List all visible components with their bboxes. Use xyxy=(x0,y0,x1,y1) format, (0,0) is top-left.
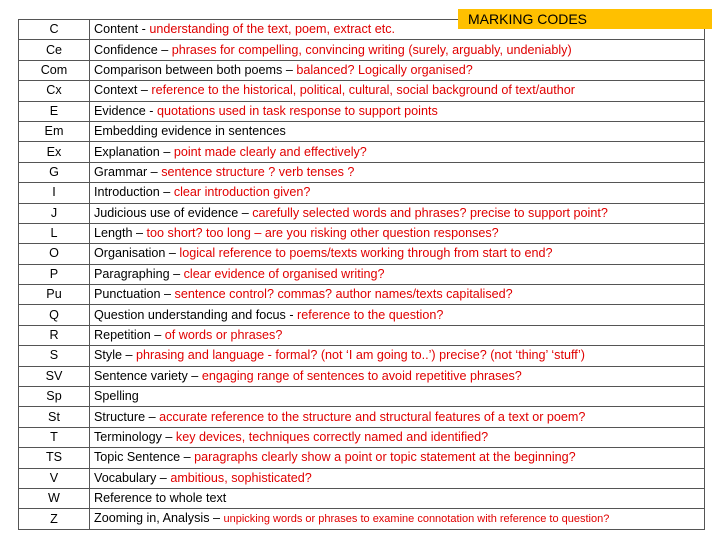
code-cell: Ex xyxy=(19,142,90,162)
term-text: Topic Sentence – xyxy=(94,450,195,465)
description-cell xyxy=(90,488,705,508)
code-cell: P xyxy=(19,264,90,284)
table-row xyxy=(19,60,705,80)
note-text: point made clearly and effectively? xyxy=(173,144,367,159)
description-cell xyxy=(90,121,705,141)
description-cell xyxy=(90,183,705,203)
table-row xyxy=(19,142,705,162)
term-text: Comparison between both poems – xyxy=(94,62,297,77)
table-row xyxy=(19,387,705,407)
note-text: clear evidence of organised writing? xyxy=(183,266,385,281)
description-cell xyxy=(90,366,705,386)
note-text: carefully selected words and phrases? precise to support point? xyxy=(252,205,608,220)
note-text: phrases for compelling, convincing writing (surely, arguably, undeniably) xyxy=(171,42,572,57)
code-cell: I xyxy=(19,183,90,203)
term-text: Structure – xyxy=(94,409,160,424)
table-row xyxy=(19,40,705,60)
code-cell: Z xyxy=(19,509,90,530)
note-text: of words or phrases? xyxy=(164,328,283,343)
note-text: sentence structure ? verb tenses ? xyxy=(161,164,355,179)
term-text: Grammar – xyxy=(94,164,162,179)
code-cell: Com xyxy=(19,60,90,80)
description-cell xyxy=(90,509,705,530)
description-cell xyxy=(90,101,705,121)
term-text: Content - xyxy=(94,22,150,37)
table-row xyxy=(19,101,705,121)
term-text: Spelling xyxy=(94,389,139,404)
note-text: understanding of the text, poem, extract etc. xyxy=(149,22,396,37)
table-row xyxy=(19,305,705,325)
note-text: balanced? Logically organised? xyxy=(296,62,473,77)
table-row xyxy=(19,285,705,305)
term-text: Introduction – xyxy=(94,185,174,200)
code-cell: St xyxy=(19,407,90,427)
code-cell: Pu xyxy=(19,285,90,305)
marking-codes-table xyxy=(18,19,705,530)
term-text: Vocabulary – xyxy=(94,470,171,485)
note-text: ambitious, sophisticated? xyxy=(170,470,312,485)
code-cell: S xyxy=(19,346,90,366)
note-text: engaging range of sentences to avoid repetitive phrases? xyxy=(201,368,522,383)
term-text: Paragraphing – xyxy=(94,266,184,281)
description-cell xyxy=(90,448,705,468)
description-cell xyxy=(90,162,705,182)
note-text: sentence control? commas? author names/texts capitalised? xyxy=(174,287,513,302)
code-cell: C xyxy=(19,20,90,40)
description-cell xyxy=(90,407,705,427)
marking-codes-banner xyxy=(458,9,712,29)
table-row xyxy=(19,223,705,243)
note-text: clear introduction given? xyxy=(173,185,311,200)
description-cell xyxy=(90,285,705,305)
description-cell xyxy=(90,305,705,325)
table-row xyxy=(19,162,705,182)
note-text: too short? too long – are you risking other question responses? xyxy=(146,226,499,241)
code-cell: O xyxy=(19,244,90,264)
code-cell: T xyxy=(19,427,90,447)
term-text: Zooming in, Analysis – xyxy=(94,511,224,526)
description-cell xyxy=(90,346,705,366)
code-cell: TS xyxy=(19,448,90,468)
description-cell xyxy=(90,142,705,162)
table-body xyxy=(19,20,705,530)
term-text: Sentence variety – xyxy=(94,368,202,383)
term-text: Confidence – xyxy=(94,42,172,57)
code-cell: Em xyxy=(19,121,90,141)
table-row xyxy=(19,448,705,468)
note-text: logical reference to poems/texts working through from start to end? xyxy=(179,246,553,261)
table-row xyxy=(19,121,705,141)
note-text: unpicking words or phrases to examine connotation with reference to question? xyxy=(223,513,610,526)
term-text: Reference to whole text xyxy=(94,491,227,506)
table-row xyxy=(19,427,705,447)
code-cell: R xyxy=(19,325,90,345)
table-row xyxy=(19,81,705,101)
code-cell: Q xyxy=(19,305,90,325)
code-cell: Ce xyxy=(19,40,90,60)
code-cell: Cx xyxy=(19,81,90,101)
term-text: Context – xyxy=(94,83,152,98)
banner-title: MARKING CODES xyxy=(468,11,588,27)
term-text: Embedding evidence in sentences xyxy=(94,124,286,139)
table-row xyxy=(19,244,705,264)
term-text: Length – xyxy=(94,226,147,241)
note-text: phrasing and language - formal? (not ‘I am going to..’) precise? (not ‘thing’ ‘stuff’) xyxy=(136,348,585,363)
code-cell: E xyxy=(19,101,90,121)
description-cell xyxy=(90,468,705,488)
code-cell: SV xyxy=(19,366,90,386)
note-text: reference to the question? xyxy=(297,307,444,322)
description-cell xyxy=(90,325,705,345)
table-row xyxy=(19,488,705,508)
table-row xyxy=(19,346,705,366)
term-text: Explanation – xyxy=(94,144,174,159)
description-cell xyxy=(90,387,705,407)
description-cell xyxy=(90,223,705,243)
description-cell xyxy=(90,264,705,284)
term-text: Punctuation – xyxy=(94,287,175,302)
code-cell: J xyxy=(19,203,90,223)
description-cell xyxy=(90,244,705,264)
table-row xyxy=(19,325,705,345)
code-cell: Sp xyxy=(19,387,90,407)
term-text: Evidence - xyxy=(94,103,157,118)
term-text: Question understanding and focus - xyxy=(94,307,298,322)
description-cell xyxy=(90,60,705,80)
term-text: Style – xyxy=(94,348,136,363)
note-text: accurate reference to the structure and structural features of a text or poem? xyxy=(159,409,586,424)
code-cell: L xyxy=(19,223,90,243)
description-cell xyxy=(90,81,705,101)
code-cell: G xyxy=(19,162,90,182)
term-text: Organisation – xyxy=(94,246,180,261)
table-row xyxy=(19,468,705,488)
note-text: quotations used in task response to support points xyxy=(157,103,438,118)
table-row xyxy=(19,366,705,386)
table-row xyxy=(19,509,705,530)
code-cell: V xyxy=(19,468,90,488)
term-text: Judicious use of evidence – xyxy=(94,205,253,220)
description-cell xyxy=(90,40,705,60)
table-row xyxy=(19,264,705,284)
description-cell xyxy=(90,203,705,223)
term-text: Repetition – xyxy=(94,328,165,343)
note-text: key devices, techniques correctly named and identified? xyxy=(175,430,489,444)
table-row xyxy=(19,183,705,203)
term-text: Terminology – xyxy=(94,430,176,444)
table-row xyxy=(19,407,705,427)
table-row xyxy=(19,203,705,223)
note-text: reference to the historical, political, cultural, social background of text/author xyxy=(151,83,575,98)
code-cell: W xyxy=(19,488,90,508)
description-cell xyxy=(90,427,705,447)
note-text: paragraphs clearly show a point or topic statement at the beginning? xyxy=(194,450,576,465)
